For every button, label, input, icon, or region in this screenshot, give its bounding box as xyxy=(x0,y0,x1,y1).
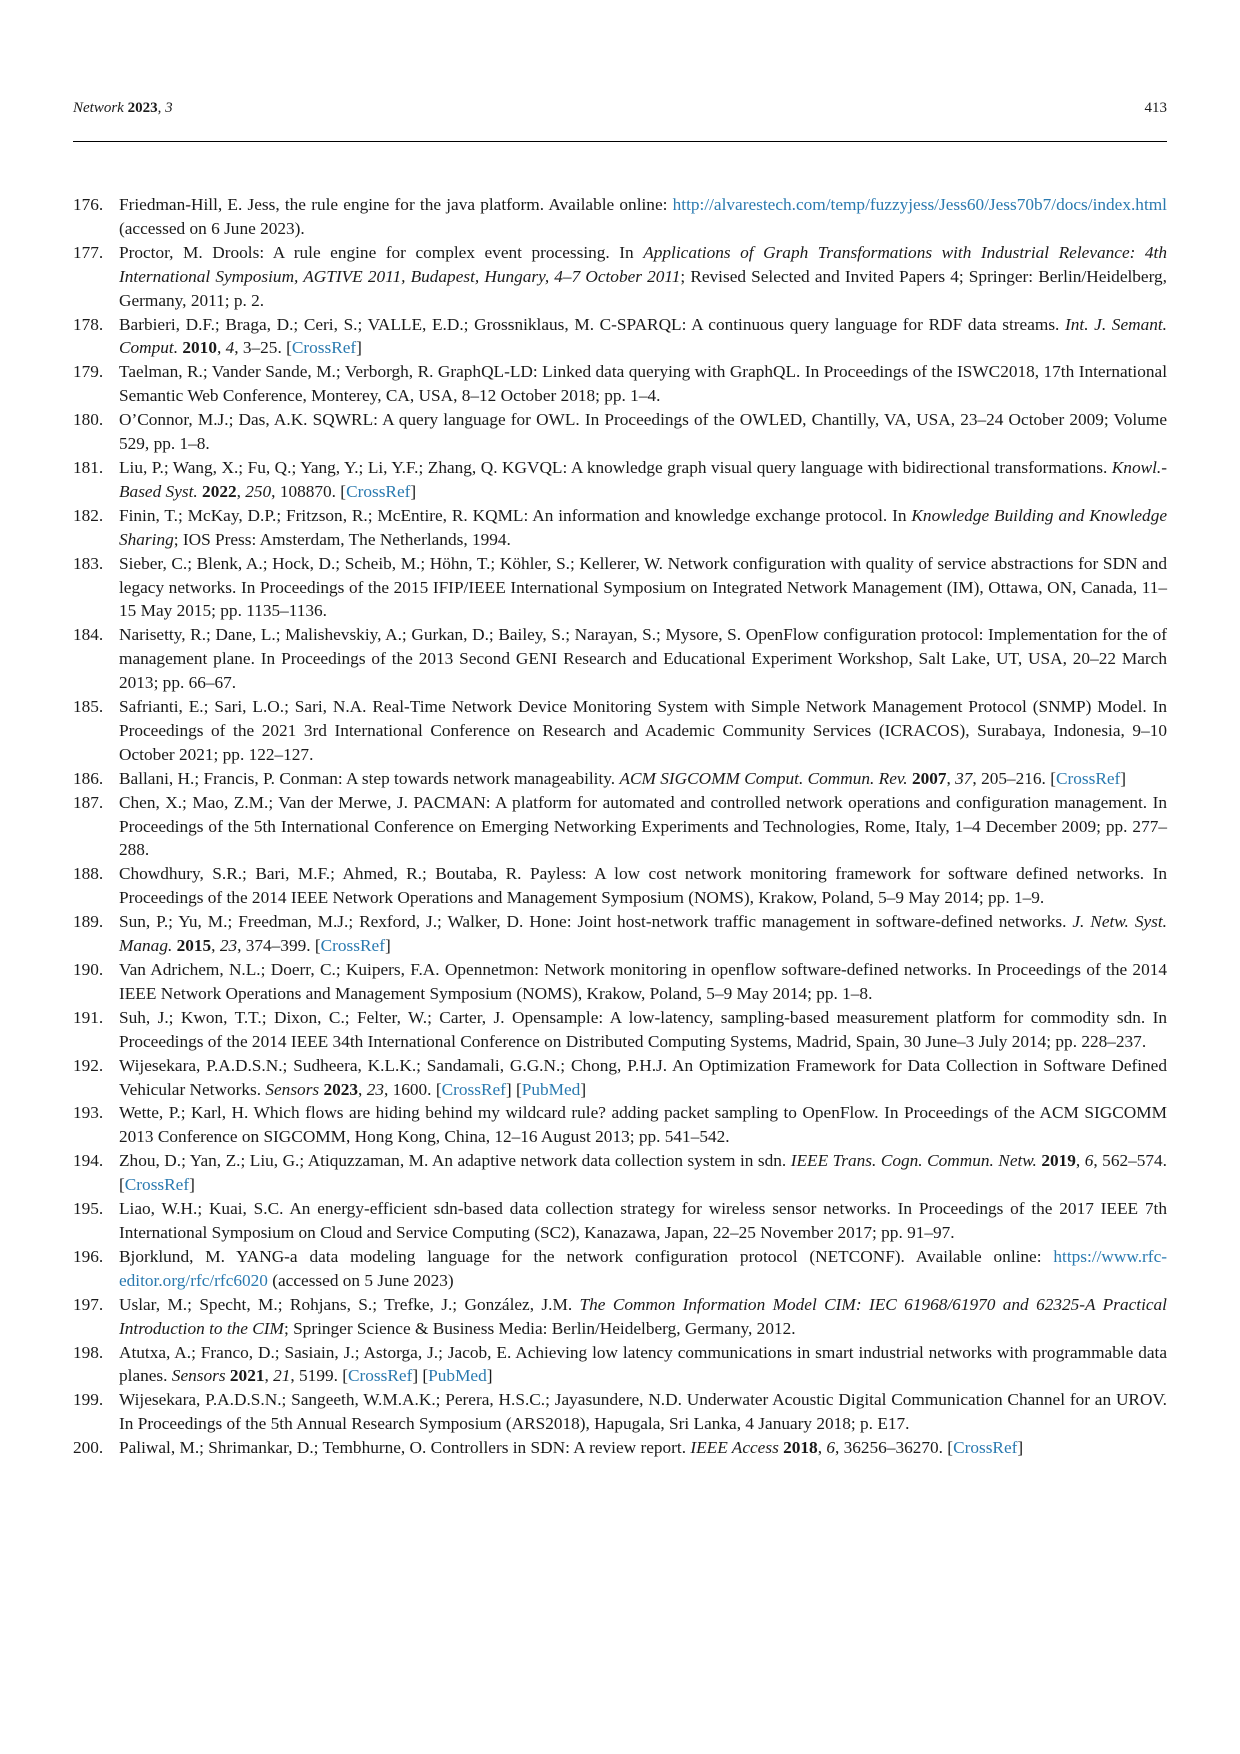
reference-item xyxy=(73,862,1167,910)
reference-text: (accessed on 5 June 2023) xyxy=(267,1270,454,1290)
italic-text: IEEE Trans. Cogn. Commun. Netw. xyxy=(790,1151,1037,1171)
url-link[interactable]: http://alvarestech.com/temp/fuzzyjess/Jess60/Jess70b7/docs/index.html xyxy=(672,195,1167,214)
reference-text: ] xyxy=(486,1366,493,1386)
reference-number: 200. xyxy=(73,1438,104,1458)
reference-text: , 36256–36270. [ xyxy=(834,1438,954,1458)
reference-number: 176. xyxy=(73,195,104,214)
journal-year: 2023 xyxy=(127,100,158,116)
reference-text: , xyxy=(358,1079,367,1099)
reference-item xyxy=(73,504,1167,552)
reference-text: ] xyxy=(356,338,362,358)
reference-number: 178. xyxy=(73,314,104,334)
crossref-link[interactable]: CrossRef xyxy=(291,338,357,358)
italic-text: J. Netw. Syst. Manag. xyxy=(119,912,1167,956)
journal-volume: 3 xyxy=(165,100,173,116)
reference-item xyxy=(73,1054,1167,1102)
reference-text: Wette, P.; Karl, H. Which flows are hiding behind my wildcard rule? adding packet sampling to OpenFlow. In Proceedings of the ACM SIGCOMM 2013 Conference on SIGCOMM, Hong Kong, China, 12–16 August 2013; pp. 541–542. xyxy=(119,1103,1167,1147)
reference-text: Suh, J.; Kwon, T.T.; Dixon, C.; Felter, W.; Carter, J. Opensample: A low-latency, sampling-based measurement platform for commodity sdn. In Proceedings of the 2014 IEEE 34th International Conference on Distributed Computing Systems, Madrid, Spain, 30 June–3 July 2014; pp. 228–237. xyxy=(119,1007,1167,1051)
reference-item xyxy=(73,552,1167,624)
reference-item xyxy=(73,1436,1167,1460)
reference-item xyxy=(73,456,1167,504)
reference-number: 181. xyxy=(73,457,104,477)
year-text: 2018 xyxy=(783,1438,818,1458)
reference-number: 198. xyxy=(73,1342,104,1362)
italic-text: Knowledge Building and Knowledge Sharing xyxy=(119,505,1168,549)
reference-number: 190. xyxy=(73,960,104,979)
reference-text: Finin, T.; McKay, D.P.; Fritzson, R.; McEntire, R. KQML: An information and knowledge exchange protocol. In xyxy=(119,505,912,525)
reference-text: , xyxy=(236,481,246,501)
year-text: 2015 xyxy=(176,936,212,956)
reference-number: 185. xyxy=(73,697,104,717)
italic-text: Int. J. Semant. Comput. xyxy=(119,314,1168,358)
reference-text: ; Revised Selected and Invited Papers 4; Springer: Berlin/Heidelberg, Germany, 2011; p. 2. xyxy=(119,266,1168,310)
reference-item xyxy=(73,1388,1167,1436)
reference-text: Safrianti, E.; Sari, L.O.; Sari, N.A. Real-Time Network Device Monitoring System with Simple Network Management Protocol (SNMP) Model. In Proceedings of the 2021 3rd International Conference on Research and Academic Community Services (ICRACOS), Surabaya, Indonesia, 9–10 October 2021; pp. 122–127. xyxy=(119,697,1167,764)
pubmed-link[interactable]: PubMed xyxy=(521,1079,581,1099)
reference-text: ] [ xyxy=(412,1366,429,1386)
reference-item xyxy=(73,767,1167,791)
reference-text: , 5199. [ xyxy=(290,1366,348,1386)
crossref-link[interactable]: CrossRef xyxy=(1055,768,1121,788)
reference-number: 182. xyxy=(73,505,104,525)
reference-number: 191. xyxy=(73,1007,104,1027)
page-number: 413 xyxy=(1144,100,1167,116)
reference-text: Van Adrichem, N.L.; Doerr, C.; Kuipers, F.A. Opennetmon: Network monitoring in openflow software-defined networks. In Proceedings of the 2014 IEEE Network Operations and Management Symposium (NOMS), Krakow, Poland, 5–9 May 2014; pp. 1–8. xyxy=(119,960,1167,1003)
reference-text: Barbieri, D.F.; Braga, D.; Ceri, S.; VALLE, E.D.; Grossniklaus, M. C-SPARQL: A continuous query language for RDF data streams. xyxy=(119,314,1066,334)
reference-text: Ballani, H.; Francis, P. Conman: A step towards network manageability. xyxy=(119,768,620,788)
italic-text: 23 xyxy=(366,1079,384,1099)
reference-text: , 108870. [ xyxy=(271,481,347,501)
reference-text: Friedman-Hill, E. Jess, the rule engine for the java platform. Available online: xyxy=(119,195,673,214)
journal-citation: Network 2023, 3 xyxy=(73,100,173,116)
reference-item xyxy=(73,695,1167,767)
reference-text: , xyxy=(946,768,956,788)
reference-text: ] xyxy=(580,1079,587,1099)
reference-number: 196. xyxy=(73,1246,104,1266)
reference-text: , xyxy=(216,338,226,358)
reference-number: 179. xyxy=(73,362,104,382)
reference-number: 197. xyxy=(73,1294,104,1314)
italic-text: Applications of Graph Transformations with Industrial Relevance: 4th International Symposium, AGTIVE 2011, Budapest, Hungary, 4–7 October 2011 xyxy=(119,242,1167,286)
year-text: 2023 xyxy=(323,1079,359,1099)
reference-list xyxy=(73,193,1167,1460)
italic-text: 21 xyxy=(273,1366,291,1386)
reference-number: 188. xyxy=(73,864,104,884)
reference-item xyxy=(73,360,1167,408)
year-text: 2022 xyxy=(202,481,237,501)
crossref-link[interactable]: CrossRef xyxy=(124,1175,190,1195)
reference-text: , 205–216. [ xyxy=(972,768,1056,788)
reference-text: (accessed on 6 June 2023). xyxy=(119,218,305,238)
reference-number: 187. xyxy=(73,792,104,812)
reference-number: 189. xyxy=(73,912,104,932)
reference-item xyxy=(73,1293,1167,1341)
reference-item xyxy=(73,193,1167,241)
reference-number: 194. xyxy=(73,1151,104,1171)
reference-text: Chen, X.; Mao, Z.M.; Van der Merwe, J. PACMAN: A platform for automated and controlled network operations and configuration management. In Proceedings of the 5th International Conference on Emerging Networking Experiments and Technologies, Rome, Italy, 1–4 December 2009; pp. 277–288. xyxy=(119,792,1167,860)
reference-text: Liao, W.H.; Kuai, S.C. An energy-efficient sdn-based data collection strategy for wireless sensor networks. In Proceedings of the 2017 IEEE 7th International Symposium on Cloud and Service Computing (SC2), Kanazawa, Japan, 22–25 November 2017; pp. 91–97. xyxy=(119,1199,1167,1242)
reference-text: , 374–399. [ xyxy=(237,936,321,956)
reference-text: , xyxy=(264,1366,274,1386)
crossref-link[interactable]: CrossRef xyxy=(346,481,411,501)
reference-number: 192. xyxy=(73,1055,104,1075)
reference-text: ] xyxy=(1120,768,1127,788)
italic-text: Sensors xyxy=(265,1079,320,1099)
reference-text: Atutxa, A.; Franco, D.; Sasiain, J.; Astorga, J.; Jacob, E. Achieving low latency communications in smart industrial networks with programmable data planes. xyxy=(119,1342,1167,1386)
reference-text: Sun, P.; Yu, M.; Freedman, M.J.; Rexford, J.; Walker, D. Hone: Joint host-network traffic management in software-defined networks. xyxy=(119,912,1073,932)
reference-item xyxy=(73,241,1167,313)
reference-item xyxy=(73,408,1167,456)
reference-text: ; IOS Press: Amsterdam, The Netherlands, 1994. xyxy=(173,529,511,549)
reference-number: 183. xyxy=(73,553,104,573)
reference-item xyxy=(73,1101,1167,1149)
reference-text: O’Connor, M.J.; Das, A.K. SQWRL: A query language for OWL. In Proceedings of the OWLED, Chantilly, VA, USA, 23–24 October 2009; Volume 529, pp. 1–8. xyxy=(119,410,1167,454)
reference-text: , xyxy=(211,936,220,956)
reference-text: Narisetty, R.; Dane, L.; Malishevskiy, A.; Gurkan, D.; Bailey, S.; Narayan, S.; Mysore, S. OpenFlow configuration protocol: Implementation for the of management plane. In Proceedings of the 2013 Second GENI Research and Educational Experiment Workshop, Salt Lake, UT, USA, 20–22 March 2013; pp. 66–67. xyxy=(119,625,1167,693)
italic-text: ACM SIGCOMM Comput. Commun. Rev. xyxy=(619,768,908,788)
reference-text: , xyxy=(1075,1151,1085,1171)
reference-text: Sieber, C.; Blenk, A.; Hock, D.; Scheib, M.; Höhn, T.; Köhler, S.; Kellerer, W. Network configuration with quality of service abstractions for SDN and legacy networks. In Proceedings of the 2015 IFIP/IEEE International Symposium on Integrated Network Management (IM), Ottawa, ON, Canada, 11–15 May 2015; pp. 1135–1136. xyxy=(119,553,1167,621)
reference-text: ] xyxy=(384,936,391,956)
reference-text: Bjorklund, M. YANG-a data modeling language for the network configuration protocol (NETCONF). Available online: xyxy=(119,1246,1054,1266)
reference-text: ] xyxy=(1017,1438,1024,1458)
year-text: 2007 xyxy=(911,768,947,788)
reference-item xyxy=(73,958,1167,1006)
crossref-link[interactable]: CrossRef xyxy=(320,936,385,956)
crossref-link[interactable]: CrossRef xyxy=(441,1079,506,1099)
reference-item xyxy=(73,313,1167,361)
reference-text: Wijesekara, P.A.D.S.N.; Sangeeth, W.M.A.K.; Perera, H.S.C.; Jayasundere, N.D. Underwater Acoustic Digital Communication Channel for an UROV. In Proceedings of the 5th Annual Research Symposium (ARS2018), Hapugala, Sri Lanka, 4 January 2018; p. E17. xyxy=(119,1390,1167,1434)
year-text: 2019 xyxy=(1041,1151,1076,1171)
year-text: 2021 xyxy=(229,1366,265,1386)
crossref-link[interactable]: CrossRef xyxy=(953,1438,1018,1458)
reference-item xyxy=(73,791,1167,863)
reference-number: 177. xyxy=(73,242,104,262)
reference-number: 186. xyxy=(73,768,104,788)
reference-text: ; Springer Science & Business Media: Berlin/Heidelberg, Germany, 2012. xyxy=(283,1318,796,1338)
reference-text: ] [ xyxy=(505,1079,522,1099)
reference-text: Taelman, R.; Vander Sande, M.; Verborgh, R. GraphQL-LD: Linked data querying with GraphQL. In Proceedings of the ISWC2018, 17th International Semantic Web Conference, Monterey, CA, USA, 8–12 October 2018; pp. 1–4. xyxy=(119,362,1167,406)
reference-number: 199. xyxy=(73,1390,104,1410)
italic-text: 4 xyxy=(225,338,235,358)
italic-text: The Common Information Model CIM: IEC 61968/61970 and 62325-A Practical Introduction to the CIM xyxy=(119,1294,1167,1338)
reference-number: 184. xyxy=(73,625,104,645)
italic-text: Sensors xyxy=(171,1366,226,1386)
reference-text: , xyxy=(817,1438,827,1458)
reference-number: 193. xyxy=(73,1103,104,1123)
reference-item xyxy=(73,1197,1167,1245)
crossref-link[interactable]: CrossRef xyxy=(348,1366,413,1386)
reference-number: 180. xyxy=(73,410,104,430)
reference-text: ] xyxy=(410,481,417,501)
reference-text: Liu, P.; Wang, X.; Fu, Q.; Yang, Y.; Li, Y.F.; Zhang, Q. KGVQL: A knowledge graph visual query language with bidirectional transformations. xyxy=(119,457,1112,477)
reference-text: Zhou, D.; Yan, Z.; Liu, G.; Atiquzzaman, M. An adaptive network data collection system in sdn. xyxy=(119,1151,791,1171)
italic-text: 23 xyxy=(219,936,238,956)
italic-text: 6 xyxy=(826,1438,835,1458)
reference-text: Uslar, M.; Specht, M.; Rohjans, S.; Trefke, J.; González, J.M. xyxy=(119,1294,580,1314)
year-text: 2010 xyxy=(182,338,217,358)
running-header xyxy=(73,100,1167,120)
reference-text: Chowdhury, S.R.; Bari, M.F.; Ahmed, R.; Boutaba, R. Payless: A low cost network monitoring framework for software defined networks. In Proceedings of the 2014 IEEE Network Operations and Management Symposium (NOMS), Krakow, Poland, 5–9 May 2014; pp. 1–9. xyxy=(119,864,1167,908)
reference-item xyxy=(73,1149,1167,1197)
reference-text: , 562–574. [ xyxy=(119,1151,1167,1195)
italic-text: IEEE Access xyxy=(690,1438,779,1458)
reference-item xyxy=(73,1006,1167,1054)
italic-text: 250 xyxy=(245,481,272,501)
reference-item xyxy=(73,1341,1167,1389)
reference-text: ] xyxy=(189,1175,195,1195)
reference-text: , 1600. [ xyxy=(383,1079,442,1099)
reference-text: Paliwal, M.; Shrimankar, D.; Tembhurne, O. Controllers in SDN: A review report. xyxy=(119,1438,691,1458)
pubmed-link[interactable]: PubMed xyxy=(428,1366,487,1386)
reference-text: , 3–25. [ xyxy=(234,338,292,358)
italic-text: 37 xyxy=(955,768,973,788)
italic-text: 6 xyxy=(1084,1151,1094,1171)
reference-text: Wijesekara, P.A.D.S.N.; Sudheera, K.L.K.; Sandamali, G.G.N.; Chong, P.H.J. An Optimization Framework for Data Collection in Software Defined Vehicular Networks. xyxy=(119,1055,1167,1099)
url-link[interactable]: https://www.rfc-editor.org/rfc/rfc6020 xyxy=(119,1246,1167,1290)
reference-item xyxy=(73,1245,1167,1293)
reference-text: Proctor, M. Drools: A rule engine for complex event processing. In xyxy=(119,242,644,262)
reference-item xyxy=(73,910,1167,958)
header-rule xyxy=(73,141,1167,142)
journal-name: Network xyxy=(73,100,124,116)
italic-text: Knowl.-Based Syst. xyxy=(119,457,1167,501)
reference-item xyxy=(73,623,1167,695)
reference-number: 195. xyxy=(73,1199,104,1219)
